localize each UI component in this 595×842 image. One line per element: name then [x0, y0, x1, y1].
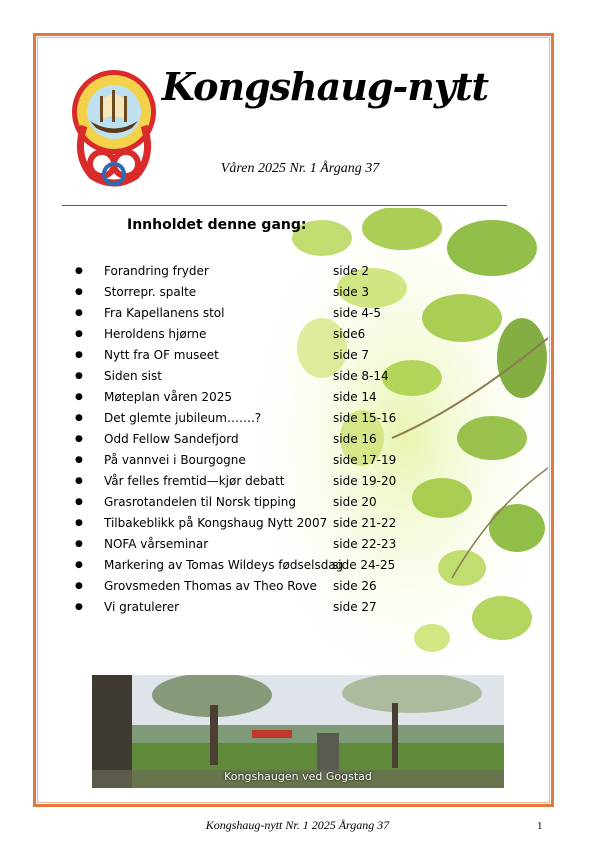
toc-item-page: side 15-16	[333, 411, 397, 425]
toc-item-title: Siden sist	[104, 369, 162, 383]
header-divider	[62, 205, 507, 206]
photo-caption: Kongshaugen ved Gogstad	[224, 770, 372, 783]
toc-item-page: side 19-20	[333, 474, 397, 488]
toc-item	[0, 367, 595, 385]
toc-item-title: Grasrotandelen til Norsk tipping	[104, 495, 296, 509]
toc-item	[0, 493, 595, 511]
toc-item-title: Vi gratulerer	[104, 600, 180, 614]
toc-item	[0, 514, 595, 532]
toc-item-title: Nytt fra OF museet	[104, 348, 219, 362]
page-number: 1	[537, 820, 543, 832]
toc-item-page: side 20	[333, 495, 377, 509]
toc-item	[0, 535, 595, 553]
toc-item-title: Storrepr. spalte	[104, 285, 197, 299]
toc-item	[0, 304, 595, 322]
bullet-icon: ●	[75, 497, 83, 507]
toc-item-title: Grovsmeden Thomas av Theo Rove	[104, 579, 317, 593]
toc-item-title: NOFA vårseminar	[104, 537, 209, 551]
bullet-icon: ●	[75, 308, 83, 318]
toc-item-title: Vår felles fremtid—kjør debatt	[104, 474, 285, 488]
bullet-icon: ●	[75, 392, 83, 402]
toc-item-page: side6	[333, 327, 366, 341]
toc-item	[0, 451, 595, 469]
toc-item	[0, 577, 595, 595]
toc-item-page: side 27	[333, 600, 377, 614]
toc-item-title: Forandring fryder	[104, 264, 209, 278]
lodge-emblem-logo	[70, 66, 158, 190]
toc-item	[0, 598, 595, 616]
toc-item	[0, 409, 595, 427]
toc-item	[0, 283, 595, 301]
toc-item-page: side 22-23	[333, 537, 397, 551]
bullet-icon: ●	[75, 581, 83, 591]
toc-item-page: side 17-19	[333, 453, 397, 467]
toc-item-page: side 8-14	[333, 369, 389, 383]
bullet-icon: ●	[75, 476, 83, 486]
issue-info: Våren 2025 Nr. 1 Årgang 37	[220, 161, 380, 176]
bullet-icon: ●	[75, 455, 83, 465]
toc-item	[0, 346, 595, 364]
bullet-icon: ●	[75, 371, 83, 381]
toc-item-title: På vannvei i Bourgogne	[104, 453, 246, 467]
bullet-icon: ●	[75, 602, 83, 612]
bullet-icon: ●	[75, 560, 83, 570]
toc-item-page: side 14	[333, 390, 377, 404]
bullet-icon: ●	[75, 287, 83, 297]
toc-item-page: side 21-22	[333, 516, 397, 530]
toc-item-page: side 2	[333, 264, 370, 278]
toc-item-page: side 24-25	[332, 558, 396, 572]
bullet-icon: ●	[75, 518, 83, 528]
page-footer: Kongshaug-nytt Nr. 1 2025 Årgang 37	[205, 818, 390, 832]
newsletter-title: Kongshaug-nytt	[161, 64, 489, 109]
toc-item-title: Heroldens hjørne	[104, 327, 207, 341]
toc-item	[0, 262, 595, 280]
toc-item	[0, 472, 595, 490]
toc-item	[0, 325, 595, 343]
toc-item-title: Tilbakeblikk på Kongshaug Nytt 2007	[104, 516, 328, 530]
toc-item	[0, 388, 595, 406]
toc-item-page: side 16	[333, 432, 377, 446]
bullet-icon: ●	[75, 350, 83, 360]
toc-item-title: Møteplan våren 2025	[104, 390, 232, 404]
toc-item	[0, 556, 595, 574]
toc-item-page: side 26	[333, 579, 377, 593]
toc-item-page: side 3	[333, 285, 370, 299]
bullet-icon: ●	[75, 266, 83, 276]
bullet-icon: ●	[75, 434, 83, 444]
toc-heading: Innholdet denne gang:	[127, 217, 307, 233]
toc-item-title: Fra Kapellanens stol	[104, 306, 225, 320]
toc-item-title: Markering av Tomas Wildeys fødselsdag	[104, 558, 344, 572]
toc-item-page: side 7	[333, 348, 370, 362]
bullet-icon: ●	[75, 413, 83, 423]
toc-item-title: Odd Fellow Sandefjord	[104, 432, 239, 446]
bullet-icon: ●	[75, 329, 83, 339]
bullet-icon: ●	[75, 539, 83, 549]
toc-item-page: side 4-5	[333, 306, 381, 320]
toc-item	[0, 430, 595, 448]
toc-item-title: Det glemte jubileum…….?	[104, 411, 262, 425]
